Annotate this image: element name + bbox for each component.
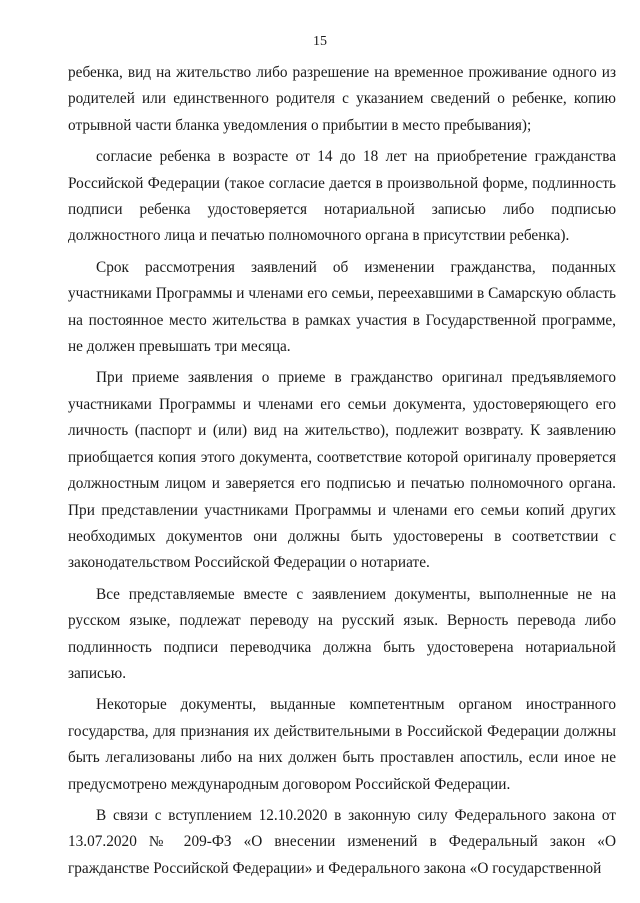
paragraph-review-period: Срок рассмотрения заявлений об изменении гражданства, поданных участниками Программы и членами его семьи, переехавшими в Самарскую область на постоянное место жительства в рамках участия в Государственной программе, не должен превышать три месяца. (68, 258, 616, 356)
paragraph-translation-requirement: Все представляемые вместе с заявлением документы, выполненные не на русском языке, подлежат переводу на русский язык. Верность перевода либо подлинность подписи переводчика должна быть удостоверена нотариальной записью. (68, 585, 616, 682)
body-text (68, 60, 616, 882)
paragraph-federal-law-209: В связи с вступлением 12.10.2020 в законную силу Федерального закона от 13.07.2020 № 209-ФЗ «О внесении изменений в Федеральный закон «О гражданстве Российской Федерации» и Федерального закона «О государственной (68, 806, 616, 877)
paragraph-child-consent: согласие ребенка в возрасте от 14 до 18 лет на приобретение гражданства Российской Федерации (такое согласие дается в произвольной форме, подлинность подписи ребенка удостоверяется нотариальной записью либо подписью должностного лица и печатью полномочного органа в присутствии ребенка). (68, 148, 616, 245)
page-number: 15 (313, 34, 327, 49)
paragraph-child-documents-continued: ребенка, вид на жительство либо разрешение на временное проживание одного из родителей или единственного родителя с указанием сведений о ребенке, копию отрывной части бланка уведомления о прибытии в место пребывания); (68, 64, 616, 134)
paragraph-legalization-apostille: Некоторые документы, выданные компетентным органом иностранного государства, для признания их действительными в Российской Федерации должны быть легализованы либо на них должен быть проставлен апостиль, если иное не предусмотрено международным договором Российской Федерации. (68, 696, 616, 793)
paragraph-original-document-return: При приеме заявления о приеме в гражданство оригинал предъявляемого участниками Программы и членами его семьи документа, удостоверяющего его личность (паспорт и (или) вид на жительство), подлежит возврату. К заявлению приобщается копия этого документа, соответствие которой оригиналу проверяется должностным лицом и заверяется его подписью и печатью полномочного органа. При представлении участниками Программы и членами его семьи копий других необходимых документов они должны быть удостоверены в соответствии с законодательством Российской Федерации о нотариате. (68, 369, 616, 572)
